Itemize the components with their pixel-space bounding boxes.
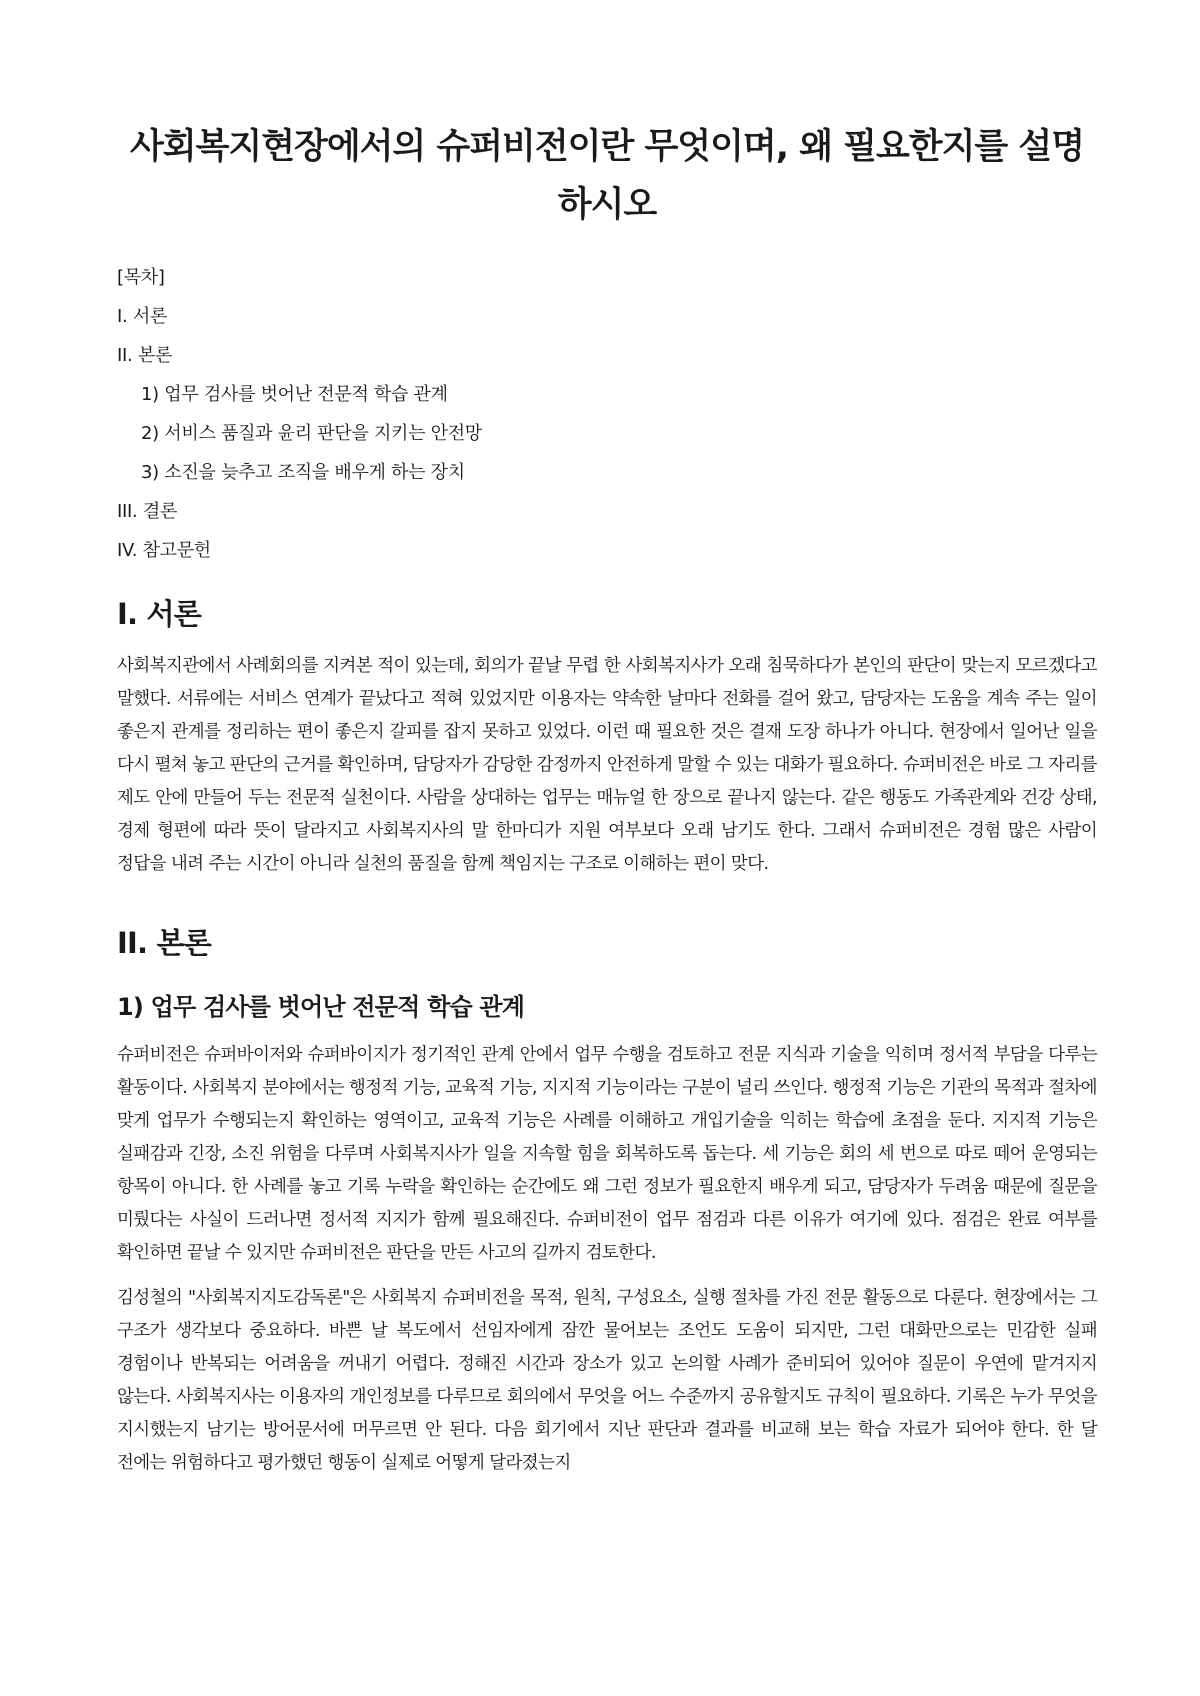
toc-item-body-1: 1) 업무 검사를 벗어난 전문적 학습 관계 [141, 384, 448, 405]
section-heading-body: II. 본론 [117, 926, 211, 960]
subsection-heading-1: 1) 업무 검사를 벗어난 전문적 학습 관계 [117, 993, 525, 1021]
section-heading-intro: I. 서론 [117, 597, 201, 631]
toc-item-body: II. 본론 [117, 345, 173, 366]
toc-heading: [목차] [117, 267, 165, 288]
intro-paragraph: 사회복지관에서 사례회의를 지켜본 적이 있는데, 회의가 끝날 무렵 한 사회복지사가 오래 침묵하다가 본인의 판단이 맞는지 모르겠다고 말했다. 서류에는 서비스 연계가 끝났다고 적혀 있었지만 이용자는 약속한 날마다 전화를 걸어 왔고, 담당자는 도움을 계속 주는 일이 좋은지 관계를 정리하는 편이 좋은지 갈피를 잡지 못하고 있었다. 이런 때 필요한 것은 결재 도장 하나가 아니다. 현장에서 일어난 일을 다시 펼쳐 놓고 판단의 근거를 확인하며, 담당자가 감당한 감정까지 안전하게 말할 수 있는 대화가 필요하다. 슈퍼비전은 바로 그 자리를 제도 안에 만들어 두는 전문적 실천이다. 사람을 상대하는 업무는 매뉴얼 한 장으로 끝나지 않는다. 같은 행동도 가족관계와 건강 상태, 경제 형편에 따라 뜻이 달라지고 사회복지사의 말 한마디가 지원 여부보다 오래 남기도 한다. 그래서 슈퍼비전은 경험 많은 사람이 정답을 내려 주는 시간이 아니라 실천의 품질을 함께 책임지는 구조로 이해하는 편이 맞다. [117, 656, 1097, 874]
body-paragraph-2: 김성철의 "사회복지지도감독론"은 사회복지 슈퍼비전을 목적, 원칙, 구성요소, 실행 절차를 가진 전문 활동으로 다룬다. 현장에서는 그 구조가 생각보다 중요하다. 바쁜 날 복도에서 선임자에게 잠깐 물어보는 조언도 도움이 되지만, 그런 대화만으로는 민감한 실패 경험이나 반복되는 어려움을 꺼내기 어렵다. 정해진 시간과 장소가 있고 논의할 사례가 준비되어 있어야 질문이 우연에 맡겨지지 않는다. 사회복지사는 이용자의 개인정보를 다루므로 회의에서 무엇을 어느 수준까지 공유할지도 규칙이 필요하다. 기록은 누가 무엇을 지시했는지 남기는 방어문서에 머무르면 안 된다. 다음 회기에서 지난 판단과 결과를 비교해 보는 학습 자료가 되어야 한다. 한 달 전에는 위험하다고 평가했던 행동이 실제로 어떻게 달라졌는지 [117, 1288, 1097, 1473]
toc-item-references: IV. 참고문헌 [117, 540, 211, 561]
toc-item-conclusion: III. 결론 [117, 501, 178, 522]
body-paragraph-1: 슈퍼비전은 슈퍼바이저와 슈퍼바이지가 정기적인 관계 안에서 업무 수행을 검토하고 전문 지식과 기술을 익히며 정서적 부담을 다루는 활동이다. 사회복지 분야에서는 행정적 기능, 교육적 기능, 지지적 기능이라는 구분이 널리 쓰인다. 행정적 기능은 기관의 목적과 절차에 맞게 업무가 수행되는지 확인하는 영역이고, 교육적 기능은 사례를 이해하고 개입기술을 익히는 학습에 초점을 둔다. 지지적 기능은 실패감과 긴장, 소진 위험을 다루며 사회복지사가 일을 지속할 힘을 회복하도록 돕는다. 세 기능은 회의 세 번으로 따로 떼어 운영되는 항목이 아니다. 한 사례를 놓고 기록 누락을 확인하는 순간에도 왜 그런 정보가 필요한지 배우게 되고, 담당자가 두려움 때문에 질문을 미뤘다는 사실이 드러나면 정서적 지지가 함께 필요해진다. 슈퍼비전이 업무 점검과 다른 이유가 여기에 있다. 점검은 완료 여부를 확인하면 끝날 수 있지만 슈퍼비전은 판단을 만든 사고의 길까지 검토한다. [117, 1045, 1097, 1263]
toc-item-body-3: 3) 소진을 늦추고 조직을 배우게 하는 장치 [141, 462, 465, 483]
toc-item-body-2: 2) 서비스 품질과 윤리 판단을 지키는 안전망 [141, 423, 482, 444]
toc-item-intro: I. 서론 [117, 306, 168, 327]
section-spacer [117, 893, 1097, 915]
table-of-contents [117, 258, 1097, 570]
document-title: 사회복지현장에서의 슈퍼비전이란 무엇이며, 왜 필요한지를 설명하시오 [129, 127, 1085, 225]
